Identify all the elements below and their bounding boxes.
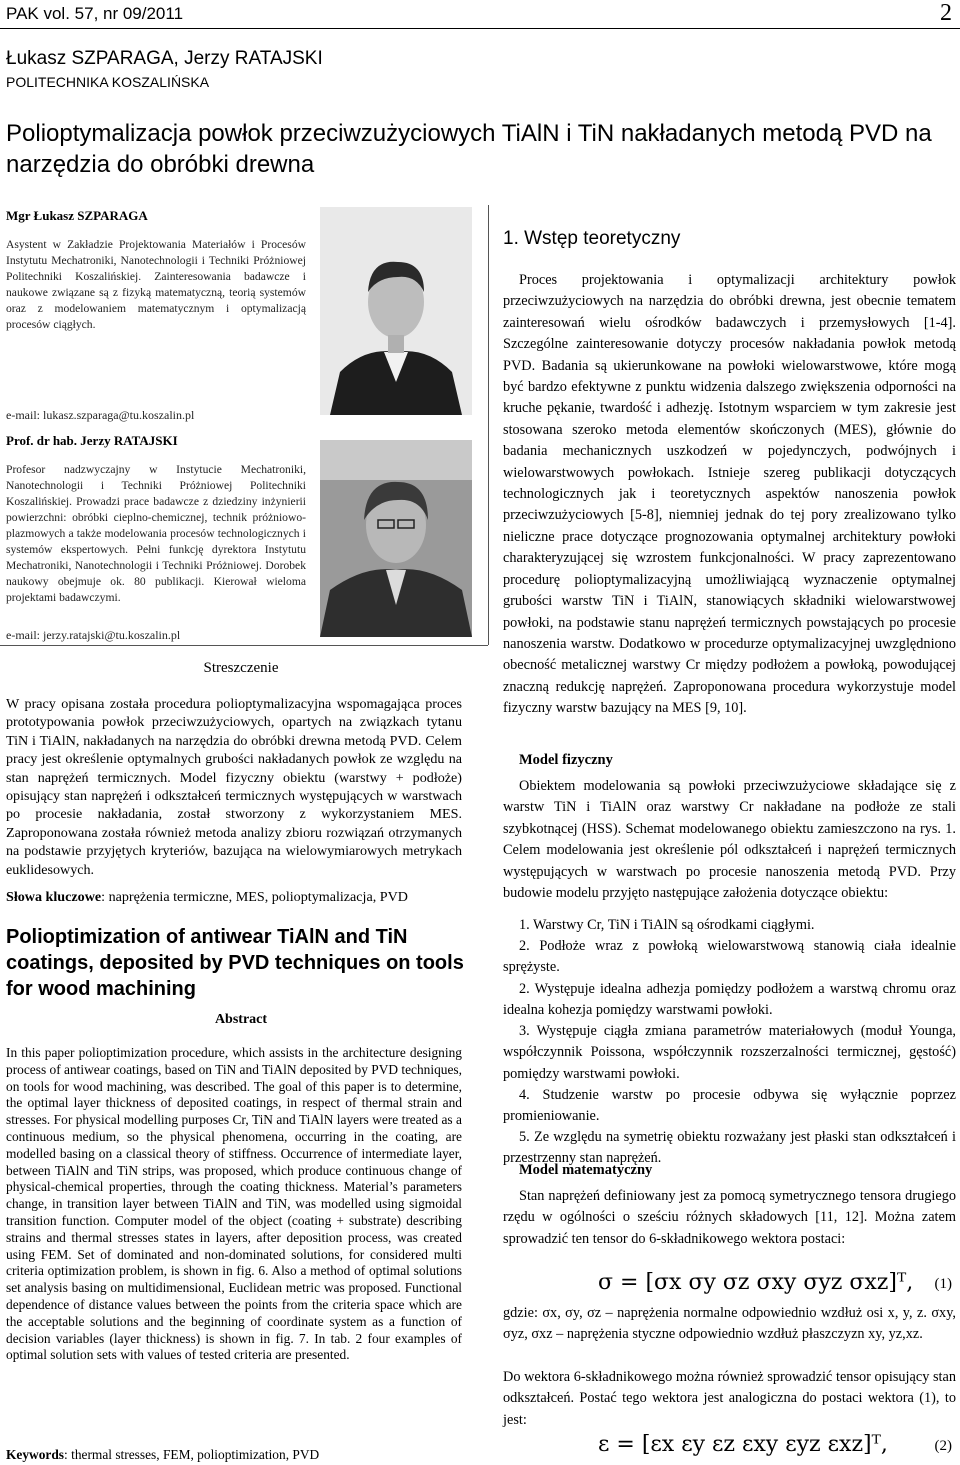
keywords-label: Słowa kluczowe [6,889,102,905]
journal-header: PAK vol. 57, nr 09/2011 [6,4,184,23]
page-number: 2 [940,0,952,26]
assumption-item: 1. Warstwy Cr, TiN i TiAlN są ośrodkami ciągłymi. [519,917,815,933]
assumption-item: 2. Występuje idealna adhezja pomiędzy podłożem a warstwą chromu oraz idealna kohezja pomiędzy warstwami powłoki. [503,981,956,1019]
bio1-name: Mgr Łukasz SZPARAGA [6,208,148,223]
strain-vector-text: Do wektora 6-składnikowego można również sprowadzić tensor opisujący stan odkształceń. Postać tego wektora jest analogiczna do postaci wektora (1), to jest: [503,1369,956,1428]
bio2-text: Profesor nadzwyczajny w Instytucie Mechatroniki, Nanotechnologii i Techniki Próżniowej Politechniki Koszalińskiej. Prowadzi prace badawcze z dziedziny inżynierii powierzchni: obróbki cieplno-chemicznej, technik próżniowo-plazmowych a także modelowania procesów technologicznych i systemów ekspertowych. Pełni funkcję dyrektora Instytutu Mechatroniki, Nanotechnologii i Techniki Próżniowej. Dorobek naukowy obejmuje ok. 80 publikacji. Kierował wieloma projektami badawczymi. [6,463,306,604]
assumption-item: 2. Podłoże wraz z powłoką wielowarstwową stanowią ciała idealnie sprężyste. [503,938,956,976]
streszczenie-text: W pracy opisana została procedura polioptymalizacyjna wspomagająca proces prototypowania powłok przeciwzużyciowych, opartych na związkach tytanu TiN i TiAlN, nakładanych na narzędzia do obróbki drewna metodą PVD. Celem pracy jest określenie optymalnych grubości nakładanych powłok ze względu na stan naprężeń termicznych. Model fizyczny obiektu (warstwy + podłoże) opisujący stan naprężeń i odkształceń termicznych występujących w warstwach po procesie nakładania, został stworzony z wykorzystaniem MES. Zaproponowana została również metoda analizy zbioru rozwiązań otrzymanych na podstawie przyjętych kryteriów, bazująca na wielowymiarowych metrykach euklidesowych. [6,696,462,878]
model-fizyczny-text: Obiektem modelowania są powłoki przeciwzużyciowe składające się z warstw TiN i TiAlN oraz warstwy Cr nakładane na podłoże ze stali szybkotnącej (HSS). Schemat modelowanego obiektu zamieszczono na rys. 1. Celem modelowania jest określenie pól odkształceń i naprężeń termicznych występujących w warstwach po procesie nanoszenia metodą PVD. Przy budowie modelu przyjęto następujące założenia dotyczące obiektu: [503,778,956,902]
intro-heading: 1. Wstęp teoretyczny [503,228,681,249]
assumption-item: 4. Studzenie warstw po procesie odbywa się wyłącznie poprzez promieniowanie. [503,1087,956,1125]
assumption-item: 5. Ze względu na symetrię obiektu rozważany jest płaski stan odkształceń i przestrzenny stan naprężeń. [503,1129,956,1167]
model-matematyczny-text: Stan naprężeń definiowany jest za pomocą symetrycznego tensora drugiego rzędu w ogólności o sześciu różnych składowych [11, 12]. Można zatem sprowadzić ten tensor do 6-składnikowego wektora postaci: [503,1188,956,1247]
equation-2-number: (2) [934,1438,952,1454]
bio1-text: Asystent w Zakładzie Projektowania Materiałów i Procesów Instytutu Mechatroniki, Nanotechnologii i Techniki Próżniowej Politechniki Koszalińskiej. Zainteresowania badawcze i naukowe związane są z fizyką matematyczną, teorią systemów oraz z modelowaniem matematycznym i optymalizacją procesów ciągłych. [6,238,306,331]
affiliation: POLITECHNIKA KOSZALIŃSKA [6,74,210,90]
authors: Łukasz SZPARAGA, Jerzy RATAJSKI [6,48,323,69]
assumption-item: 3. Występuje ciągła zmiana parametrów materiałowych (moduł Younga, współczynnik Poissona, współczynnik rozszerzalności termicznej, gęstość) pomiędzy warstwami powłoki. [503,1023,956,1082]
abstract-text: In this paper polioptimization procedure, which assists in the architecture designing process of antiwear coatings, based on TiN and TiAlN deposited by PVD techniques, on tools for wood machining, was described. The goal of this paper is to determine, the optimal layer thickness of deposited coatings, in respect of thermal strain and stresses. For physical modelling purposes Cr, TiN and TiAlN layers were treated as a continuous medium, so the physical phenomena, occurring in the coating, are modelled basing on a classical theory of stiffness. Occurrence of intermediate layer, between TiAlN and TiN strips, was proposed, which produce continuous change of physical-chemical properties, through the coating thickness. Material’s parameters change, in transition layer between TiAlN and TiN, was modelled using sigmoidal transition function. Computer model of the object (coating + substrate) describing strains and thermal stresses states in layers, after deposition process, was created using FEM. Set of dominated and non-dominated solutions, for considered multi criteria optimization problem, is shown in fig. 6. Also a method of optimal solutions set analysis basing on multidimensional, Euclidean metric was proposed. Functional dependence of distance values between the points from the criteria space which are the acceptable solutions and the beginning of coordinate system as a function of decision variables (layer thickness) is shown in fig. 7. In tab. 2 four examples of optimal solution sets with values of tested criteria are presented. [6,1045,462,1363]
paper-title: Polioptymalizacja powłok przeciwzużyciowych TiAlN i TiN nakładanych metodą PVD na narzędzia do obróbki drewna [6,120,932,178]
streszczenie-heading: Streszczenie [203,660,279,676]
equation-2: ε = [εx εy εz εxy εyz εxz]ᵀ, [598,1432,888,1457]
bio2-email: e-mail: jerzy.ratajski@tu.koszalin.pl [6,628,181,642]
bio2-name: Prof. dr hab. Jerzy RATAJSKI [6,433,178,448]
streszczenie-keywords [6,888,476,906]
abstract-heading: Abstract [214,1012,268,1027]
intro-text: Proces projektowania i optymalizacji architektury powłok przeciwzużyciowych na narzędzia do obróbki drewna, jest obecnie tematem zainteresowań wielu ośrodków badawczych i przemysłowych [1-4]. Szczególne zainteresowanie dotyczy procesów nakładania powłok metodą PVD. Badania są ukierunkowane na powłoki wielowarstwowe, które mogą być bardzo efektywne z punktu widzenia dalszego zwiększenia odporności na kruche pękanie, twardość i adhezję. Istotnym wsparciem w tym zakresie jest stosowana szeroko metoda elementów skończonych (MES), głównie do badania mechanicznych uszkodzeń w pojedynczych, podwójnych i wielowarstwowych powłokach. Istnieje szereg publikacji dotyczących technologicznych jak i teoretycznych aspektów nanoszenia powłok przeciwzużyciowych [5-8], niemniej jednak do tej pory zrealizowano tylko nieliczne prace dotyczące prognozowania optymalnej architektury powłoki charakteryzującej się wzrostem funkcjonalności. W pracy zaprezentowano procedurę polioptymalizacyjną umożliwiającą wyznaczenie optymalnej grubości warstw TiN i TiAlN, stanowiących składniki wielowarstwowej powłoki, na podstawie stanu naprężeń termicznych powstających po procesie nanoszenia warstw. Dodatkowo w procedurze optymalizacyjnej uwzględniono obecność metalicznej warstwy Cr między podłożem a powłoką, powodującej znaczną redukcję naprężeń. Zaproponowana procedura wykorzystuje model fizyczny warstw bazujący na MES [9, 10]. [503,272,956,717]
model-fizyczny-heading: Model fizyczny [519,752,613,768]
bio-divider [0,645,488,646]
equation-1-number: (1) [934,1276,952,1292]
author1-photo [320,207,472,415]
keywords-text: : naprężenia termiczne, MES, polioptymalizacja, PVD [101,889,408,905]
equation-1-description: gdzie: σx, σy, σz – naprężenia normalne odpowiednio wzdłuż osi x, y, z. σxy, σyz, σxz – naprężenia styczne odpowiednio wzdłuż płaszczyzn xy, yz,xz. [503,1305,956,1343]
header-rule [0,28,960,29]
author2-photo [320,440,472,637]
column-divider [488,205,489,645]
bio1-email: e-mail: lukasz.szparaga@tu.koszalin.pl [6,408,195,422]
model-matematyczny-heading: Model matematyczny [519,1162,653,1178]
english-title: Polioptimization of antiwear TiAlN and TiN coatings, deposited by PVD techniques on tools for wood machining [6,926,464,1000]
equation-1: σ = [σx σy σz σxy σyz σxz]ᵀ, [598,1270,914,1295]
english-keywords [6,1446,476,1464]
english-keywords-label: Keywords [6,1447,65,1462]
english-keywords-text: : thermal stresses, FEM, polioptimization, PVD [64,1447,320,1462]
